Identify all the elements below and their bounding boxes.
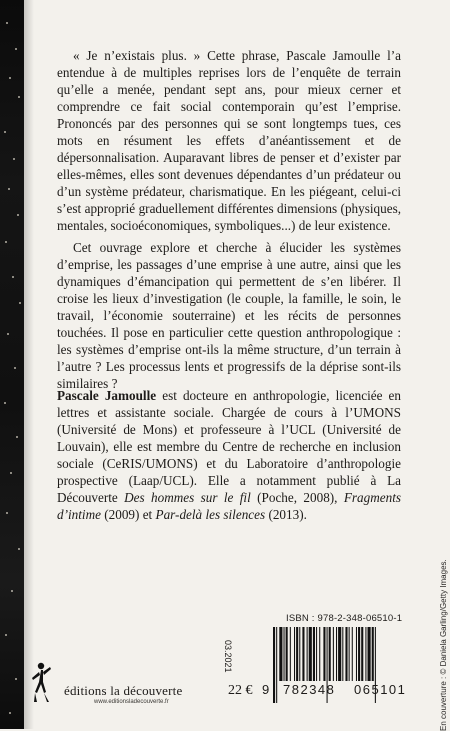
cover-credit: En couverture : © Daniela Garling/Getty Images. [439,559,448,731]
publisher-url: www.editionsladecouverte.fr [94,699,169,705]
cover-photo-edge [0,0,24,729]
author-bio: Pascale Jamoulle est docteure en anthropologie, licenciée en lettres et assistante sociale. Chargée de cours à l’UMONS (Université de Mons) et professeure à l’UCL (Université de Louvain), elle est membre du Centre de recherche en inclusion sociale (CeRIS/UMONS) et du Laboratoire d’anthropologie prospective (Laap/UCL). Elle a notamment publié à La Découverte Des hommes sur le fil (Poche, 2008), Fragments d’intime (2009) et Par-delà les silences (2013). [57,388,401,522]
summary-paragraph-2: Cet ouvrage explore et cherche à élucider les systèmes d’emprise, les passages d’une emprise à une autre, ainsi que les dynamiques d’émancipation qui permettent de s’en libérer. Il croise les lieux d’investigation (le couple, la famille, le soin, le travail, l’économie souterraine) et les récits de personnes touchées. Il pose en particulier cette question anthropologique : les systèmes d’emprise ont-ils la même structure, d’un terrain à l’autre ? Les processus lents et progressifs de la déprise sont-ils similaires ? [57,240,401,391]
book-title: Des hommes sur le fil [124,490,251,505]
barcode-digits: 9 782348 065101 [262,682,407,697]
book-title: Fragments d’intime [57,490,401,522]
isbn: ISBN : 978-2-348-06510-1 [286,613,403,624]
publisher-logo-icon [28,658,54,704]
summary-text [57,47,401,392]
price: 22 € [228,683,253,698]
summary-paragraph-1: « Je n’existais plus. » Cette phrase, Pascale Jamoulle l’a entendue à de multiples reprises lors de l’enquête de terrain qu’elle a menée, pendant sept ans, pour mieux cerner et comprendre ce fait social contemporain qu’est l’emprise. Prononcés par des personnes qui se sont longtemps tues, ces mots en résument les effets d’anéantissement et de dépersonnalisation. Auparavant libres de penser et d’exister par elles-mêmes, elles sont devenues dépendantes d’un prédateur ou d’un système prédateur, charismatique. En les piégeant, celui-ci s’est approprié graduellement différentes dimensions (physiques, mentales, socioéconomiques, symboliques...) de leur existence. [57,48,401,233]
author-name: Pascale Jamoulle [57,388,157,403]
date-code: 03.2021 [223,640,233,673]
book-title: Par-delà les silences [155,507,266,522]
publisher-name: éditions la découverte [64,683,183,698]
